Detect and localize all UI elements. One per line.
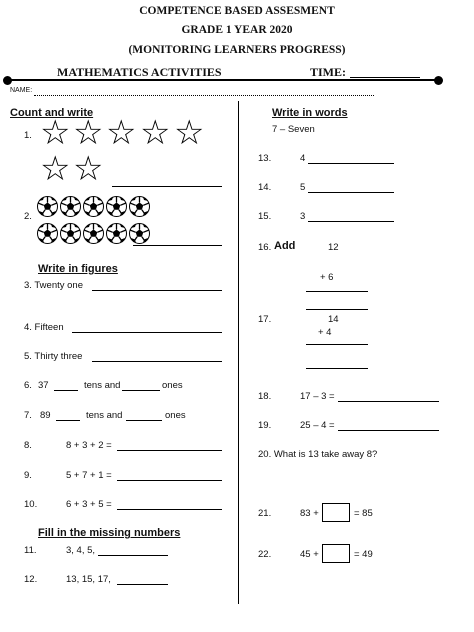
q20-text: 20. What is 13 take away 8? <box>258 449 378 460</box>
title-line-2: GRADE 1 YEAR 2020 <box>181 24 293 36</box>
section-count-and-write: Count and write <box>10 107 94 119</box>
q3-answer-line[interactable] <box>92 290 222 291</box>
section-write-in-words: Write in words <box>272 107 348 119</box>
title-line-3: (MONITORING LEARNERS PROGRESS) <box>128 44 346 56</box>
q21-answer-box[interactable] <box>322 503 350 522</box>
q6-value: 37 <box>38 380 49 391</box>
q10-number: 10. <box>24 499 38 510</box>
q16-answer-line[interactable] <box>306 309 368 310</box>
q1-number: 1. <box>24 130 32 141</box>
q22-answer-box[interactable] <box>322 544 350 563</box>
q18-expression: 17 – 3 = <box>300 391 335 402</box>
title-line-1: COMPETENCE BASED ASSESMENT <box>139 5 335 17</box>
section-write-in-figures: Write in figures <box>38 263 118 275</box>
q3-text: 3. Twenty one <box>24 280 83 291</box>
subject-title: MATHEMATICS ACTIVITIES <box>57 65 222 79</box>
q16-sum-line <box>306 291 368 292</box>
q22-right: = 49 <box>354 549 373 560</box>
q17-sum-line <box>306 344 368 345</box>
q16-number: 16. <box>258 242 272 253</box>
q19-expression: 25 – 4 = <box>300 420 335 431</box>
q10-answer-line[interactable] <box>117 509 222 510</box>
q16-top-number: 12 <box>328 242 339 253</box>
q16-add-label: Add <box>274 240 296 252</box>
q4-answer-line[interactable] <box>72 332 222 333</box>
q17-number: 17. <box>258 314 272 325</box>
q6-number: 6. <box>24 380 32 391</box>
q12-number: 12. <box>24 574 38 585</box>
star-icon: ☆ <box>106 114 137 152</box>
q7-number: 7. <box>24 410 32 421</box>
q11-answer-line[interactable] <box>98 555 168 556</box>
q21-left: 83 + <box>300 508 319 519</box>
q16-bottom-number: + 6 <box>320 272 334 283</box>
q8-number: 8. <box>24 440 32 451</box>
name-label: NAME: <box>10 87 33 94</box>
q21-number: 21. <box>258 508 272 519</box>
star-icon: ☆ <box>73 150 104 188</box>
q2-soccer-balls <box>36 194 158 250</box>
q12-answer-line[interactable] <box>117 584 168 585</box>
q15-number: 15. <box>258 211 272 222</box>
q11-number: 11. <box>24 545 37 556</box>
q8-answer-line[interactable] <box>117 450 222 451</box>
q5-text: 5. Thirty three <box>24 351 83 362</box>
q2-answer-line[interactable] <box>133 245 222 246</box>
q18-number: 18. <box>258 391 272 402</box>
q15-value: 3 <box>300 211 306 222</box>
name-answer-line[interactable] <box>34 95 374 96</box>
star-icon: ☆ <box>40 150 71 188</box>
time-label: TIME: <box>310 65 346 79</box>
star-icon: ☆ <box>174 114 205 152</box>
q1-answer-line[interactable] <box>112 186 222 187</box>
q22-left: 45 + <box>300 549 319 560</box>
q7-tens-label: tens and <box>86 410 123 421</box>
q14-number: 14. <box>258 182 272 193</box>
q11-sequence: 3, 4, 5, <box>66 545 96 556</box>
q18-answer-line[interactable] <box>338 401 439 402</box>
q19-number: 19. <box>258 420 272 431</box>
q22-number: 22. <box>258 549 272 560</box>
time-answer-line <box>350 77 420 78</box>
q7-tens-line[interactable] <box>56 420 80 421</box>
q6-ones-line[interactable] <box>122 390 160 391</box>
q8-expression: 8 + 3 + 2 = <box>66 440 112 451</box>
q14-answer-line[interactable] <box>308 192 394 193</box>
q17-bottom-number: + 4 <box>318 327 332 338</box>
q4-text: 4. Fifteen <box>24 322 64 333</box>
q6-tens-label: tens and <box>84 380 121 391</box>
q2-number: 2. <box>24 211 32 222</box>
q19-answer-line[interactable] <box>338 430 439 431</box>
q7-ones-line[interactable] <box>126 420 162 421</box>
q5-answer-line[interactable] <box>92 361 222 362</box>
q13-answer-line[interactable] <box>308 163 394 164</box>
q9-number: 9. <box>24 470 32 481</box>
star-icon: ☆ <box>140 114 171 152</box>
star-icon: ☆ <box>73 114 104 152</box>
q17-top-number: 14 <box>328 314 339 325</box>
header-rule <box>7 79 439 81</box>
q9-answer-line[interactable] <box>117 480 222 481</box>
q9-expression: 5 + 7 + 1 = <box>66 470 112 481</box>
q6-ones-label: ones <box>162 380 183 391</box>
q7-ones-label: ones <box>165 410 186 421</box>
q13-value: 4 <box>300 153 306 164</box>
q6-tens-line[interactable] <box>54 390 78 391</box>
q7-value: 89 <box>40 410 51 421</box>
q14-value: 5 <box>300 182 306 193</box>
q13-number: 13. <box>258 153 272 164</box>
q21-right: = 85 <box>354 508 373 519</box>
q12-sequence: 13, 15, 17, <box>66 574 111 585</box>
section-missing-numbers: Fill in the missing numbers <box>38 527 181 539</box>
q10-expression: 6 + 3 + 5 = <box>66 499 112 510</box>
star-icon: ☆ <box>40 114 71 152</box>
words-example: 7 – Seven <box>272 124 315 135</box>
q17-answer-line[interactable] <box>306 368 368 369</box>
column-divider <box>238 101 239 604</box>
q15-answer-line[interactable] <box>308 221 394 222</box>
